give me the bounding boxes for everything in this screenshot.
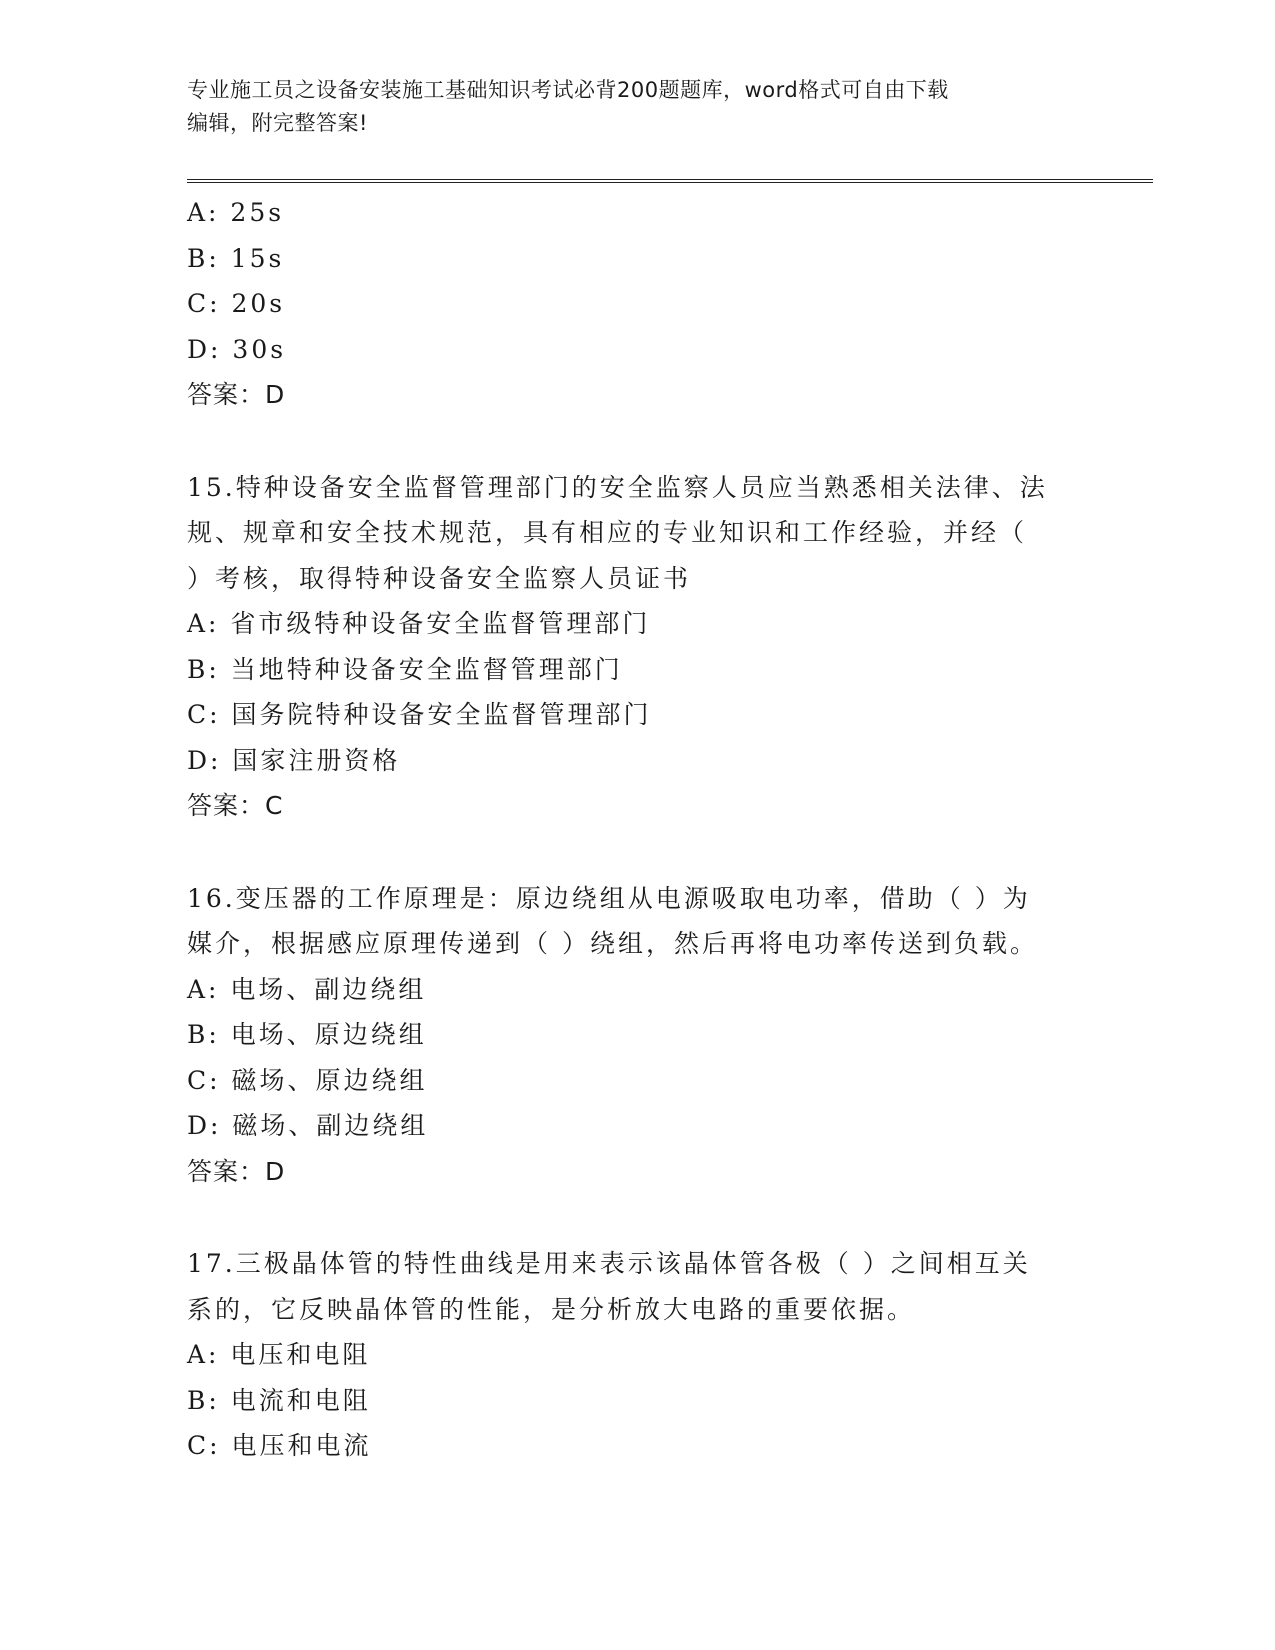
- question-text-line: 17.三极晶体管的特性曲线是用来表示该晶体管各极（ ）之间相互关: [187, 1249, 1031, 1278]
- header-line-2: 编辑，附完整答案!: [187, 111, 368, 135]
- header-line-1: 专业施工员之设备安装施工基础知识考试必背200题题库，word格式可自由下载: [187, 78, 949, 102]
- question-list: [187, 190, 1087, 1469]
- answer-line: 答案：C: [187, 791, 284, 820]
- question-text-line: ）考核，取得特种设备安全监察人员证书: [187, 563, 692, 593]
- option-a: A: 电场、副边绕组: [187, 974, 427, 1004]
- spacer: [187, 418, 1087, 465]
- option-b: B: 电场、原边绕组: [187, 1020, 427, 1049]
- question-14-tail: [187, 190, 1087, 418]
- answer-line: 答案：D: [187, 380, 286, 409]
- question-15: [187, 465, 1087, 829]
- option-b: B: 电流和电阻: [187, 1385, 371, 1415]
- question-text-line: 15.特种设备安全监督管理部门的安全监察人员应当熟悉相关法律、法: [187, 472, 1048, 502]
- question-text-line: 16.变压器的工作原理是：原边绕组从电源吸取电功率，借助（ ）为: [187, 883, 1031, 913]
- option-c: C: 电压和电流: [187, 1431, 372, 1460]
- document-header: [187, 74, 1087, 140]
- option-d: D: 磁场、副边绕组: [187, 1111, 429, 1140]
- option-c: C: 20s: [187, 289, 286, 318]
- spacer: [187, 829, 1087, 876]
- option-a: A: 电压和电阻: [187, 1340, 371, 1369]
- question-text-line: 系的，它反映晶体管的性能，是分析放大电路的重要依据。: [187, 1294, 916, 1324]
- option-d: D: 30s: [187, 334, 287, 364]
- option-b: B: 15s: [187, 243, 285, 273]
- option-c: C: 磁场、原边绕组: [187, 1065, 428, 1095]
- option-a: A: 25s: [187, 198, 285, 227]
- option-c: C: 国务院特种设备安全监督管理部门: [187, 700, 652, 729]
- answer-line: 答案：D: [187, 1156, 286, 1186]
- spacer: [187, 1194, 1087, 1241]
- option-a: A: 省市级特种设备安全监督管理部门: [187, 609, 651, 638]
- question-text-line: 规、规章和安全技术规范，具有相应的专业知识和工作经验，并经（: [187, 518, 1028, 547]
- option-d: D: 国家注册资格: [187, 745, 401, 775]
- question-16: [187, 876, 1087, 1195]
- question-17: [187, 1241, 1087, 1469]
- question-text-line: 媒介，根据感应原理传递到（ ）绕组，然后再将电功率传送到负载。: [187, 929, 1038, 958]
- option-b: B: 当地特种设备安全监督管理部门: [187, 654, 623, 684]
- header-divider: [187, 179, 1153, 183]
